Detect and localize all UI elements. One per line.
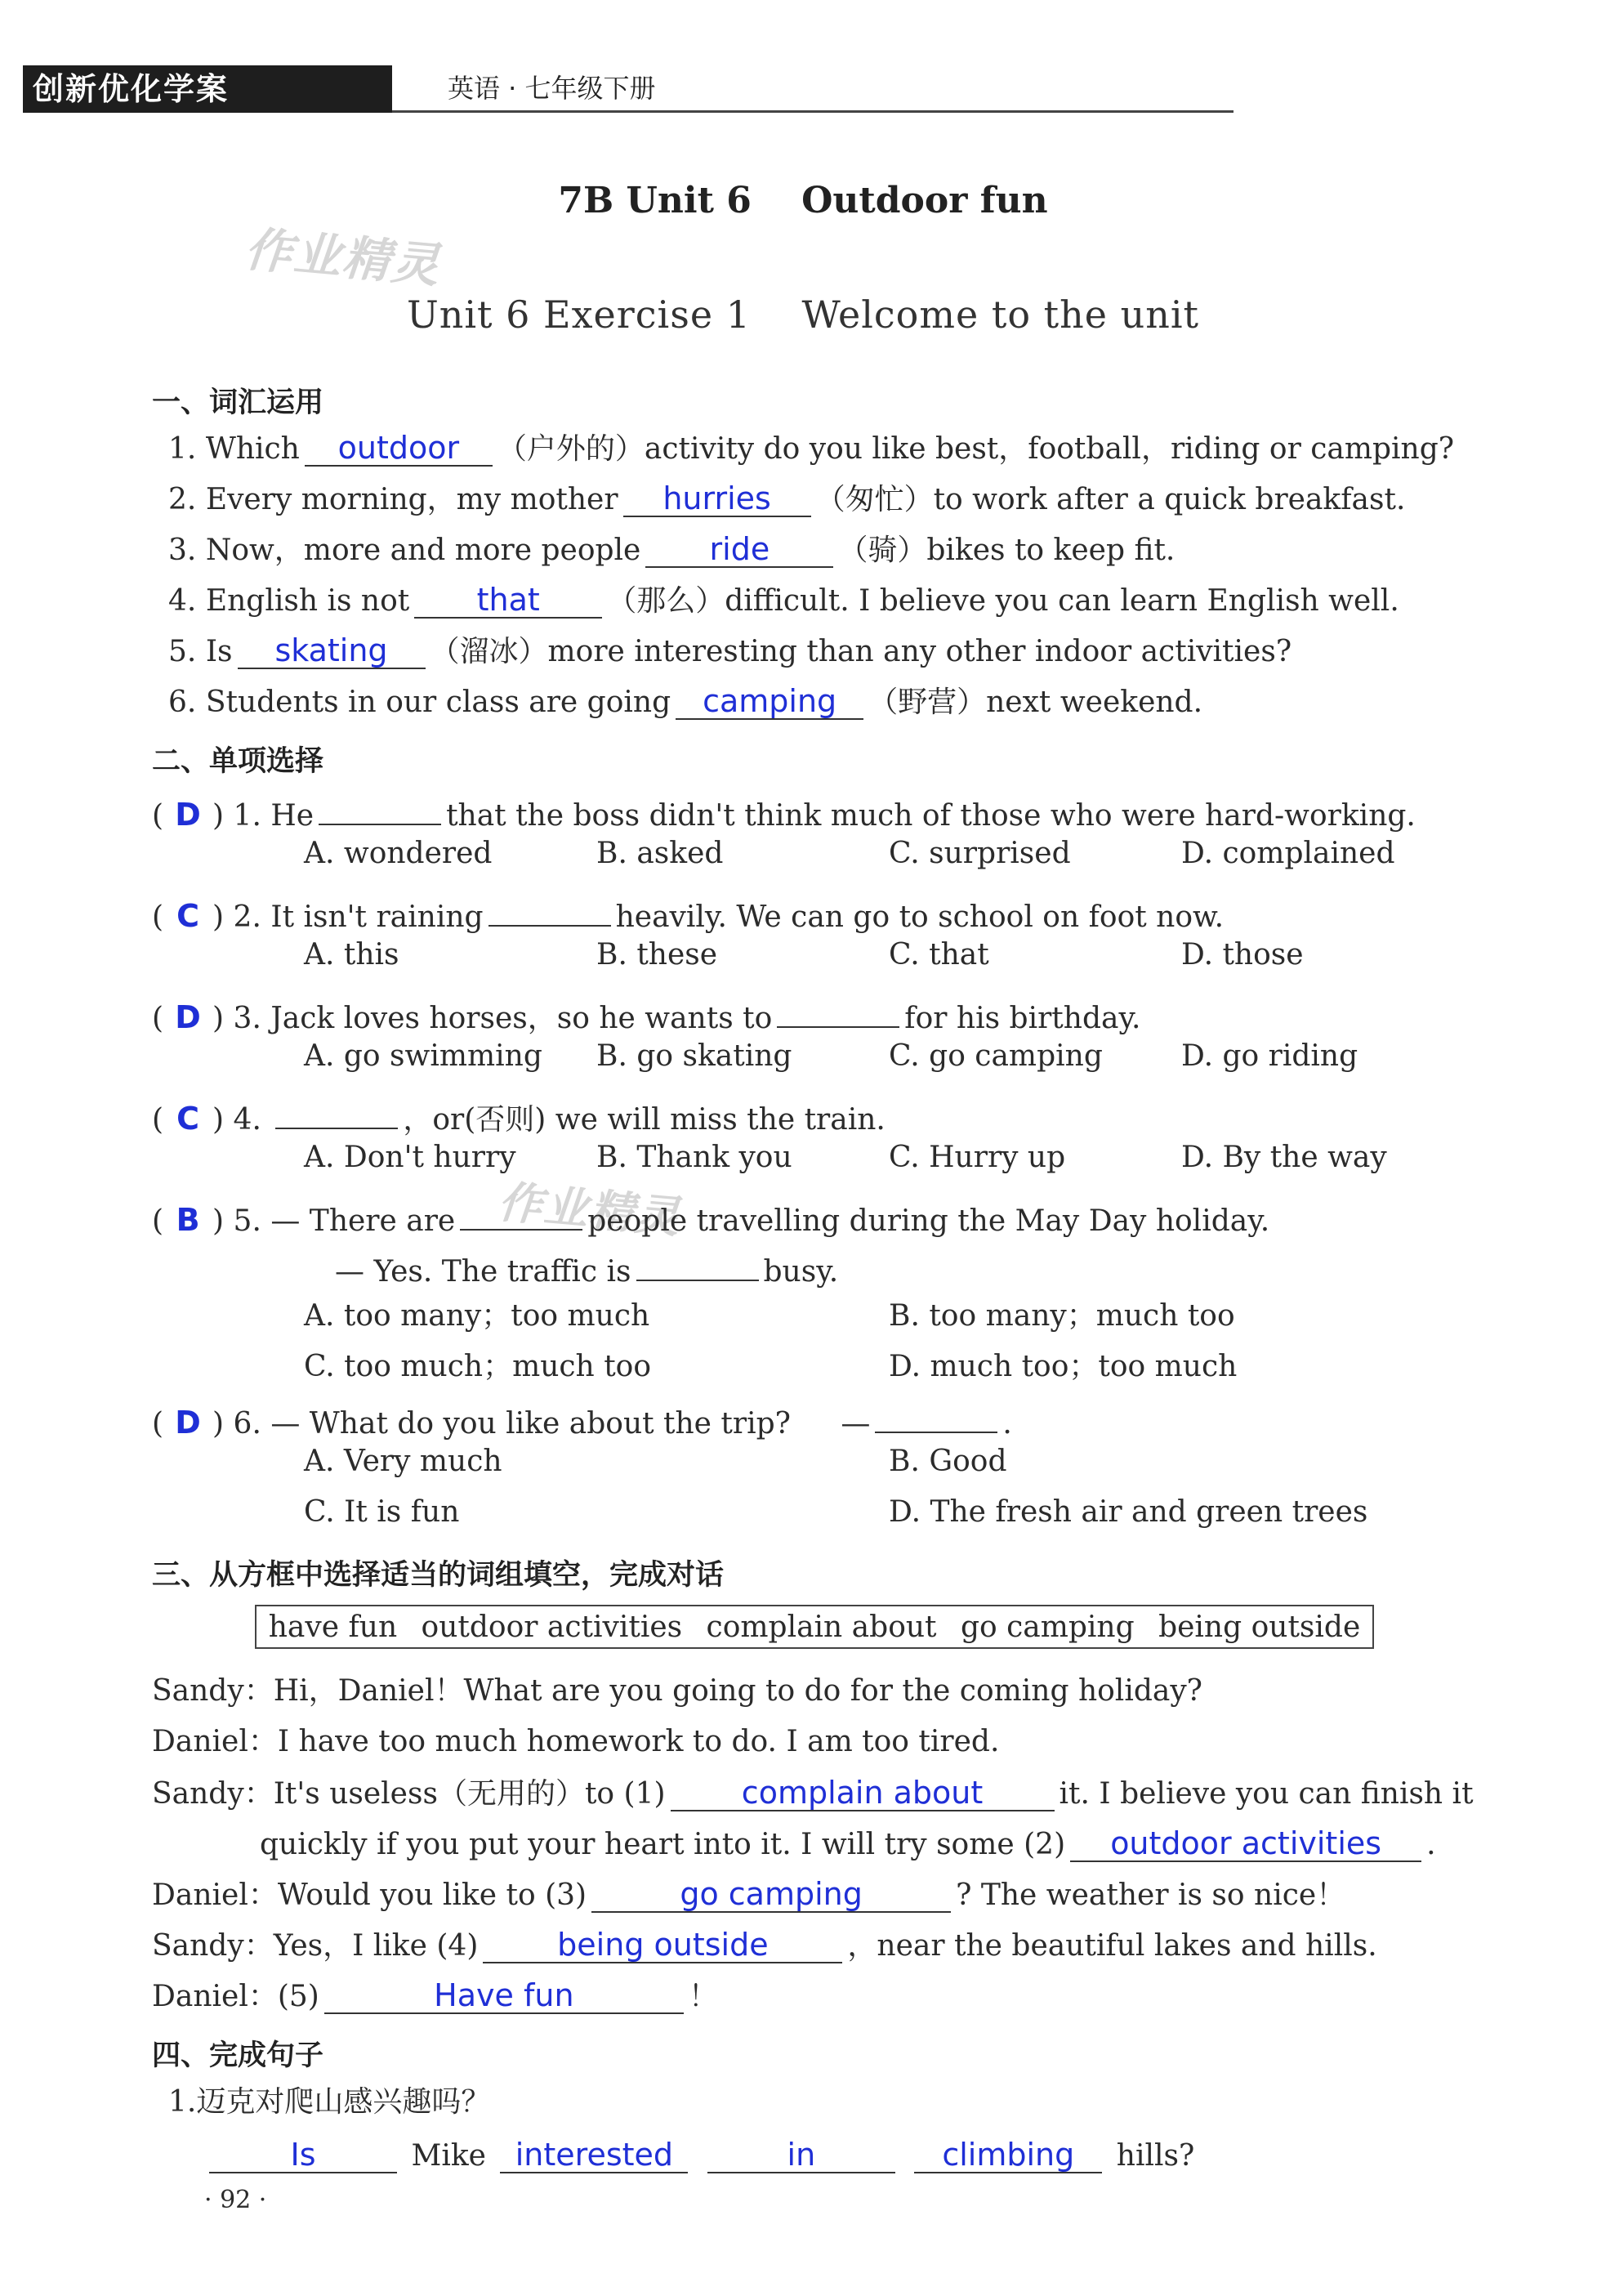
blank-number: (5) (277, 1980, 319, 2013)
answer-blank[interactable] (623, 478, 811, 517)
item-number: 1. (168, 432, 197, 466)
question-text: — Yes. The traffic is (335, 1255, 631, 1289)
option[interactable]: D. much too；too much (889, 1350, 1238, 1383)
question-row: ( C ) 2. It isn't raining heavily. We can go to school on foot now. (152, 887, 1224, 938)
answer-text: in (787, 2137, 816, 2173)
speaker: Sandy： (152, 1674, 274, 1708)
option[interactable]: C. Hurry up (889, 1141, 1066, 1174)
item-number: 6. (168, 686, 197, 719)
item-number: 4. (168, 584, 197, 618)
dialogue-text: ，near the beautiful lakes and hills. (847, 1929, 1377, 1963)
sentence-word: hills? (1116, 2139, 1195, 2173)
unit-title: 7B Unit 6 Outdoor fun (558, 180, 1048, 221)
option[interactable]: B. Good (889, 1445, 1007, 1478)
item-text: Now，more and more people (205, 534, 641, 567)
dialogue-line (260, 1823, 1436, 1865)
option[interactable]: D. The fresh air and green trees (889, 1495, 1368, 1529)
subject-label: 英语 · 七年级下册 (448, 73, 656, 104)
question-number: 3. (233, 1002, 261, 1035)
speaker: Daniel： (152, 1878, 278, 1912)
answer-text: ride (709, 531, 770, 567)
vocab-item (168, 630, 1291, 672)
question-text: that the boss didn't think much of those who were hard-working. (446, 799, 1416, 833)
sentence-word: Mike (411, 2139, 486, 2173)
answer-blank[interactable] (238, 630, 426, 669)
question-blank[interactable] (460, 1191, 582, 1231)
box-word: have fun (268, 1610, 398, 1644)
answer-text: go camping (680, 1876, 863, 1912)
option[interactable]: D. go riding (1181, 1039, 1358, 1073)
answer-blank[interactable] (676, 681, 863, 720)
question-text: — What do you like about the trip? (270, 1407, 791, 1441)
dialogue-text: I have too much homework to do. I am too tired. (277, 1725, 1000, 1758)
answer-blank[interactable] (500, 2134, 688, 2173)
blank-number: (2) (1024, 1828, 1066, 1861)
brand-title: 创新优化学案 (33, 71, 230, 107)
vocab-item (168, 579, 1399, 622)
question-text: — (841, 1407, 871, 1441)
item-number: 2. (168, 483, 197, 516)
item-text: （野营）next weekend. (868, 686, 1203, 719)
choice-answer[interactable]: C (176, 1101, 199, 1137)
question-row: ( D ) 3. Jack loves horses，so he wants to for his birthday. (152, 989, 1140, 1039)
answer-blank[interactable] (671, 1772, 1055, 1811)
option[interactable]: A. Very much (304, 1445, 502, 1478)
dialogue-text: ? The weather is so nice！ (956, 1878, 1346, 1912)
question-row: ( C ) 4. ，or(否则) we will miss the train. (152, 1090, 886, 1141)
blank-number: (4) (436, 1929, 479, 1963)
question-text: It isn't raining (270, 900, 484, 934)
option[interactable]: B. go skating (596, 1039, 792, 1073)
question-text: — There are (270, 1204, 456, 1238)
question-text: He (270, 799, 315, 833)
question-text: people travelling during the May Day holiday. (587, 1204, 1270, 1238)
option[interactable]: A. this (304, 938, 399, 972)
answer-blank[interactable] (209, 2134, 397, 2173)
question-line2 (335, 1242, 838, 1293)
answer-blank[interactable] (707, 2134, 895, 2173)
choice-answer[interactable]: C (176, 898, 199, 934)
question-blank[interactable] (275, 1090, 398, 1129)
vocab-item (168, 427, 1454, 470)
watermark: 作业精灵 (496, 1176, 683, 1244)
vocab-item (168, 681, 1202, 723)
sentence-prompt (168, 2082, 490, 2123)
answer-text: climbing (942, 2137, 1075, 2173)
question-number: 1. (233, 799, 261, 833)
question-blank[interactable] (875, 1394, 997, 1433)
option[interactable]: B. Thank you (596, 1141, 792, 1174)
item-text: （那么）difficult. I believe you can learn English well. (607, 584, 1399, 618)
answer-text: skating (274, 632, 388, 668)
item-number: 3. (168, 534, 197, 567)
option[interactable]: C. surprised (889, 837, 1071, 870)
dialogue-line (152, 1671, 1202, 1712)
question-blank[interactable] (777, 989, 899, 1028)
chinese-prompt: 迈克对爬山感兴趣吗？ (196, 2085, 491, 2119)
section2-heading: 二、单项选择 (152, 745, 324, 778)
answer-text: outdoor (337, 430, 460, 466)
answer-text: interested (515, 2137, 674, 2173)
option[interactable]: B. these (596, 938, 718, 972)
box-word: being outside (1158, 1610, 1361, 1644)
question-number: 5. (233, 1204, 261, 1238)
option[interactable]: B. too many；much too (889, 1299, 1235, 1333)
option[interactable]: C. go camping (889, 1039, 1103, 1073)
choice-answer[interactable]: B (176, 1202, 200, 1238)
option[interactable]: C. that (889, 938, 989, 972)
answer-text: complain about (741, 1775, 984, 1811)
vocab-item (168, 478, 1405, 520)
item-text: Students in our class are going (205, 686, 671, 719)
speaker: Sandy： (152, 1777, 274, 1811)
section1-heading: 一、词汇运用 (152, 386, 324, 419)
option[interactable]: D. By the way (1181, 1141, 1387, 1174)
question-row: ( D ) 6. — What do you like about the trip? — . (152, 1394, 1012, 1445)
question-text: for his birthday. (904, 1002, 1141, 1035)
item-number: 1. (168, 2085, 197, 2119)
option[interactable]: B. asked (596, 837, 724, 870)
blank-number: (1) (623, 1777, 666, 1811)
option[interactable]: A. wondered (304, 837, 493, 870)
dialogue-text: Hi，Daniel！What are you going to do for the coming holiday? (273, 1674, 1202, 1708)
box-word: complain about (706, 1610, 937, 1644)
box-word: go camping (960, 1610, 1135, 1644)
answer-blank[interactable] (591, 1874, 951, 1913)
option[interactable]: C. It is fun (304, 1495, 460, 1529)
question-blank[interactable] (319, 786, 441, 825)
question-blank[interactable] (636, 1242, 759, 1281)
answer-blank[interactable] (305, 427, 493, 467)
question-row: ( B ) 5. — There are people travelling during the May Day holiday. (152, 1191, 1269, 1242)
speaker: Daniel： (152, 1725, 278, 1758)
answer-text: Have fun (434, 1977, 574, 2013)
watermark: 作业精灵 (243, 221, 444, 294)
item-text: Every morning，my mother (205, 483, 618, 516)
question-number: 2. (233, 900, 261, 934)
choice-answer[interactable]: D (175, 999, 201, 1035)
answer-blank[interactable] (914, 2134, 1102, 2173)
dialogue-text: Would you like to (277, 1878, 536, 1912)
answer-text: outdoor activities (1110, 1825, 1382, 1861)
item-text: （溜冰）more interesting than any other indoor activities? (430, 635, 1292, 668)
box-word: outdoor activities (421, 1610, 683, 1644)
dialogue-text: Yes，I like (273, 1929, 427, 1963)
page-number: · 92 · (204, 2186, 267, 2214)
answer-text: camping (703, 683, 837, 719)
dialogue-line (152, 1722, 999, 1762)
vocab-item (168, 529, 1175, 571)
speaker: Daniel： (152, 1980, 278, 2013)
dialogue-text: . (1426, 1828, 1436, 1861)
dialogue-line (152, 1772, 1474, 1815)
dialogue-line (152, 1924, 1377, 1967)
choice-answer[interactable]: D (175, 797, 201, 833)
dialogue-text: it. I believe you can finish it (1059, 1777, 1474, 1811)
option[interactable]: A. go swimming (304, 1039, 542, 1073)
answer-blank[interactable] (483, 1924, 842, 1963)
option[interactable]: A. too many；too much (304, 1299, 650, 1333)
question-text: . (1002, 1407, 1012, 1441)
answer-blank[interactable] (324, 1975, 684, 2014)
question-text: heavily. We can go to school on foot now. (615, 900, 1225, 934)
answer-blank[interactable] (414, 579, 602, 619)
sentence-answer-line (204, 2134, 1194, 2177)
header-rule (392, 110, 1233, 113)
exercise-title: Unit 6 Exercise 1 Welcome to the unit (406, 293, 1200, 337)
dialogue-line (152, 1874, 1345, 1916)
item-text: English is not (205, 584, 410, 618)
question-text: ，or(否则) we will miss the train. (403, 1103, 886, 1137)
question-row: ( D ) 1. He that the boss didn't think much of those who were hard-working. (152, 786, 1416, 837)
option[interactable]: A. Don't hurry (304, 1141, 516, 1174)
question-number: 4. (233, 1103, 261, 1137)
answer-blank[interactable] (1070, 1823, 1421, 1862)
section4-heading: 四、完成句子 (152, 2039, 324, 2072)
speaker: Sandy： (152, 1929, 274, 1963)
dialogue-text: It's useless（无用的）to (273, 1777, 615, 1811)
dialogue-line (152, 1975, 718, 2017)
item-text: （骑）bikes to keep fit. (838, 534, 1176, 567)
answer-blank[interactable] (645, 529, 833, 568)
item-text: （匆忙）to work after a quick breakfast. (815, 483, 1406, 516)
dialogue-text: ！ (688, 1980, 718, 2013)
dialogue-text: quickly if you put your heart into it. I will try some (260, 1828, 1015, 1861)
option[interactable]: D. those (1181, 938, 1304, 972)
item-text: Is (205, 635, 233, 668)
question-number: 6. (233, 1407, 261, 1441)
question-text: Jack loves horses，so he wants to (270, 1002, 773, 1035)
choice-answer[interactable]: D (175, 1405, 201, 1441)
question-text: busy. (763, 1255, 839, 1289)
blank-number: (3) (545, 1878, 587, 1912)
word-box (255, 1605, 1374, 1649)
answer-text: that (476, 582, 540, 618)
item-text: Which (205, 432, 300, 466)
option[interactable]: C. too much；much too (304, 1350, 652, 1383)
answer-text: hurries (662, 480, 771, 516)
option[interactable]: D. complained (1181, 837, 1395, 870)
answer-text: Is (290, 2137, 316, 2173)
answer-text: being outside (557, 1927, 769, 1963)
item-number: 5. (168, 635, 197, 668)
question-blank[interactable] (488, 887, 611, 927)
section3-heading: 三、从方框中选择适当的词组填空，完成对话 (152, 1559, 725, 1592)
item-text: （户外的）activity do you like best，football，riding or camping? (497, 432, 1455, 466)
